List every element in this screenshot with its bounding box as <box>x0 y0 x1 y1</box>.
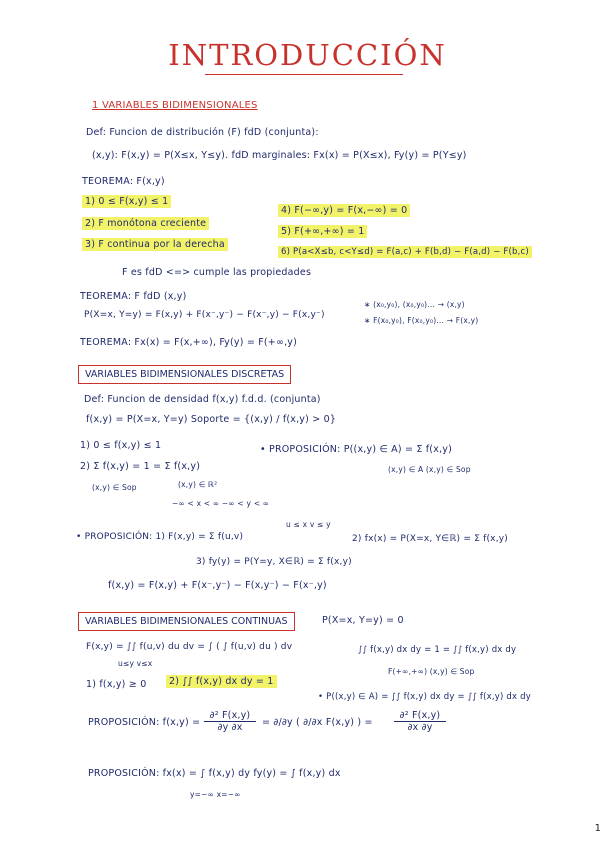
disc-prop2-2: 2) fx(x) = P(X=x, Y∈ℝ) = Σ f(x,y) <box>352 534 508 544</box>
cont-F-sub: u≤y v≤x <box>118 659 153 668</box>
frac1-denominator: ∂y ∂x <box>217 722 243 733</box>
frac2-numerator: ∂² F(x,y) <box>394 710 446 722</box>
cont-prop1-mid: = ∂/∂y ( ∂/∂x F(x,y) ) = <box>262 717 373 728</box>
teorema-3: TEOREMA: Fx(x) = F(x,+∞), Fy(y) = F(+∞,y) <box>80 337 298 348</box>
cont-prop1-frac1 <box>204 710 256 733</box>
disc-prop2-1: • PROPOSICIÓN: 1) F(x,y) = Σ f(u,v) <box>76 532 244 542</box>
cont-prop1-lead: PROPOSICIÓN: f(x,y) = <box>88 717 201 728</box>
section-box-continuas: VARIABLES BIDIMENSIONALES CONTINUAS <box>78 612 295 631</box>
prop-3-text: 3) F continua por la derecha <box>82 238 228 251</box>
prop-4 <box>278 205 410 216</box>
cont-prop2-sub: y=−∞ x=−∞ <box>190 790 241 799</box>
cont-prop1-frac2 <box>394 710 446 733</box>
disc-last: f(x,y) = F(x,y) + F(x⁻,y⁻) − F(x,y⁻) − F(x⁻,y) <box>108 580 327 591</box>
section-box-discretas: VARIABLES BIDIMENSIONALES DISCRETAS <box>78 365 291 384</box>
cont-prop2: PROPOSICIÓN: fx(x) = ∫ f(x,y) dy fy(y) = ∫ f(x,y) dx <box>88 768 341 779</box>
disc-prop-2-sub-right: (x,y) ∈ ℝ² <box>178 480 218 489</box>
cont-p2-text: 2) ∫∫ f(x,y) dx dy = 1 <box>166 675 277 688</box>
es-fdd-line: F es fdD <=> cumple las propiedades <box>122 267 312 278</box>
prop-1-text: 1) 0 ≤ F(x,y) ≤ 1 <box>82 195 171 208</box>
disc-prop-2-sub-range: −∞ < x < ∞ −∞ < y < ∞ <box>172 499 270 508</box>
disc-prop-1: 1) 0 ≤ f(x,y) ≤ 1 <box>80 440 162 451</box>
frac1-numerator: ∂² F(x,y) <box>204 710 256 722</box>
prop-5 <box>278 226 367 237</box>
page-number: 1 <box>594 823 601 834</box>
prop-4-text: 4) F(−∞,y) = F(x,−∞) = 0 <box>278 204 410 217</box>
prop-6-text: 6) P(a<X≤b, c<Y≤d) = F(a,c) + F(b,d) − F(a,d) − F(b,c) <box>278 246 532 258</box>
cont-pa: • P((x,y) ∈ A) = ∫∫ f(x,y) dx dy = ∫∫ f(x,y) dx dy <box>318 692 531 702</box>
cont-F: F(x,y) = ∫∫ f(u,v) du dv = ∫ ( ∫ f(u,v) du ) dv <box>86 642 293 652</box>
cont-p1: 1) f(x,y) ≥ 0 <box>86 679 147 690</box>
teorema-2-head: TEOREMA: F fdD (x,y) <box>80 291 187 302</box>
cont-int1: ∫∫ f(x,y) dx dy = 1 = ∫∫ f(x,y) dx dy <box>358 645 517 655</box>
disc-prop-2-sub-left: (x,y) ∈ Sop <box>92 483 137 492</box>
cont-p2 <box>166 676 277 687</box>
prop-2-text: 2) F monótona creciente <box>82 217 209 230</box>
cdf-line: (x,y): F(x,y) = P(X≤x, Y≤y). fdD marginales: Fx(x) = P(X≤x), Fy(y) = P(Y≤y) <box>92 150 467 161</box>
disc-prop-a: • PROPOSICIÓN: P((x,y) ∈ A) = Σ f(x,y) <box>260 444 452 455</box>
def-line: Def: Funcion de distribución (F) fdD (conjunta): <box>86 127 319 138</box>
prop-1 <box>82 196 171 207</box>
disc-prop2-1-sub: u ≤ x v ≤ y <box>286 520 331 529</box>
disc-prop-a-sub: (x,y) ∈ A (x,y) ∈ Sop <box>388 465 471 474</box>
section-heading: 1 VARIABLES BIDIMENSIONALES <box>92 100 258 111</box>
cont-int1-sub: F(+∞,+∞) (x,y) ∈ Sop <box>388 667 475 676</box>
title-underline <box>205 74 403 75</box>
prop-5-text: 5) F(+∞,+∞) = 1 <box>278 225 367 238</box>
frac2-denominator: ∂x ∂y <box>407 722 433 733</box>
prop-3 <box>82 239 228 250</box>
disc-density: f(x,y) = P(X=x, Y=y) Soporte = {(x,y) / f(x,y) > 0} <box>86 414 337 425</box>
disc-prop2-3: 3) fy(y) = P(Y=y, X∈ℝ) = Σ f(x,y) <box>196 557 352 567</box>
teorema-2-body: P(X=x, Y=y) = F(x,y) + F(x⁻,y⁻) − F(x⁻,y) − F(x,y⁻) <box>84 310 325 320</box>
disc-def: Def: Funcion de densidad f(x,y) f.d.d. (conjunta) <box>84 394 321 405</box>
page-title: INTRODUCCIÓN <box>168 38 447 72</box>
cont-p0: P(X=x, Y=y) = 0 <box>322 615 404 626</box>
prop-6 <box>278 247 532 257</box>
limit-note-1: ∗ (x₀,y₀), (x₀,y₀)... → (x,y) <box>364 300 465 309</box>
limit-note-2: ∗ F(x₀,y₀), F(x₀,y₀)... → F(x,y) <box>364 316 479 325</box>
prop-2 <box>82 218 209 229</box>
teorema-1: TEOREMA: F(x,y) <box>82 176 165 187</box>
disc-prop-2: 2) Σ f(x,y) = 1 = Σ f(x,y) <box>80 461 201 472</box>
